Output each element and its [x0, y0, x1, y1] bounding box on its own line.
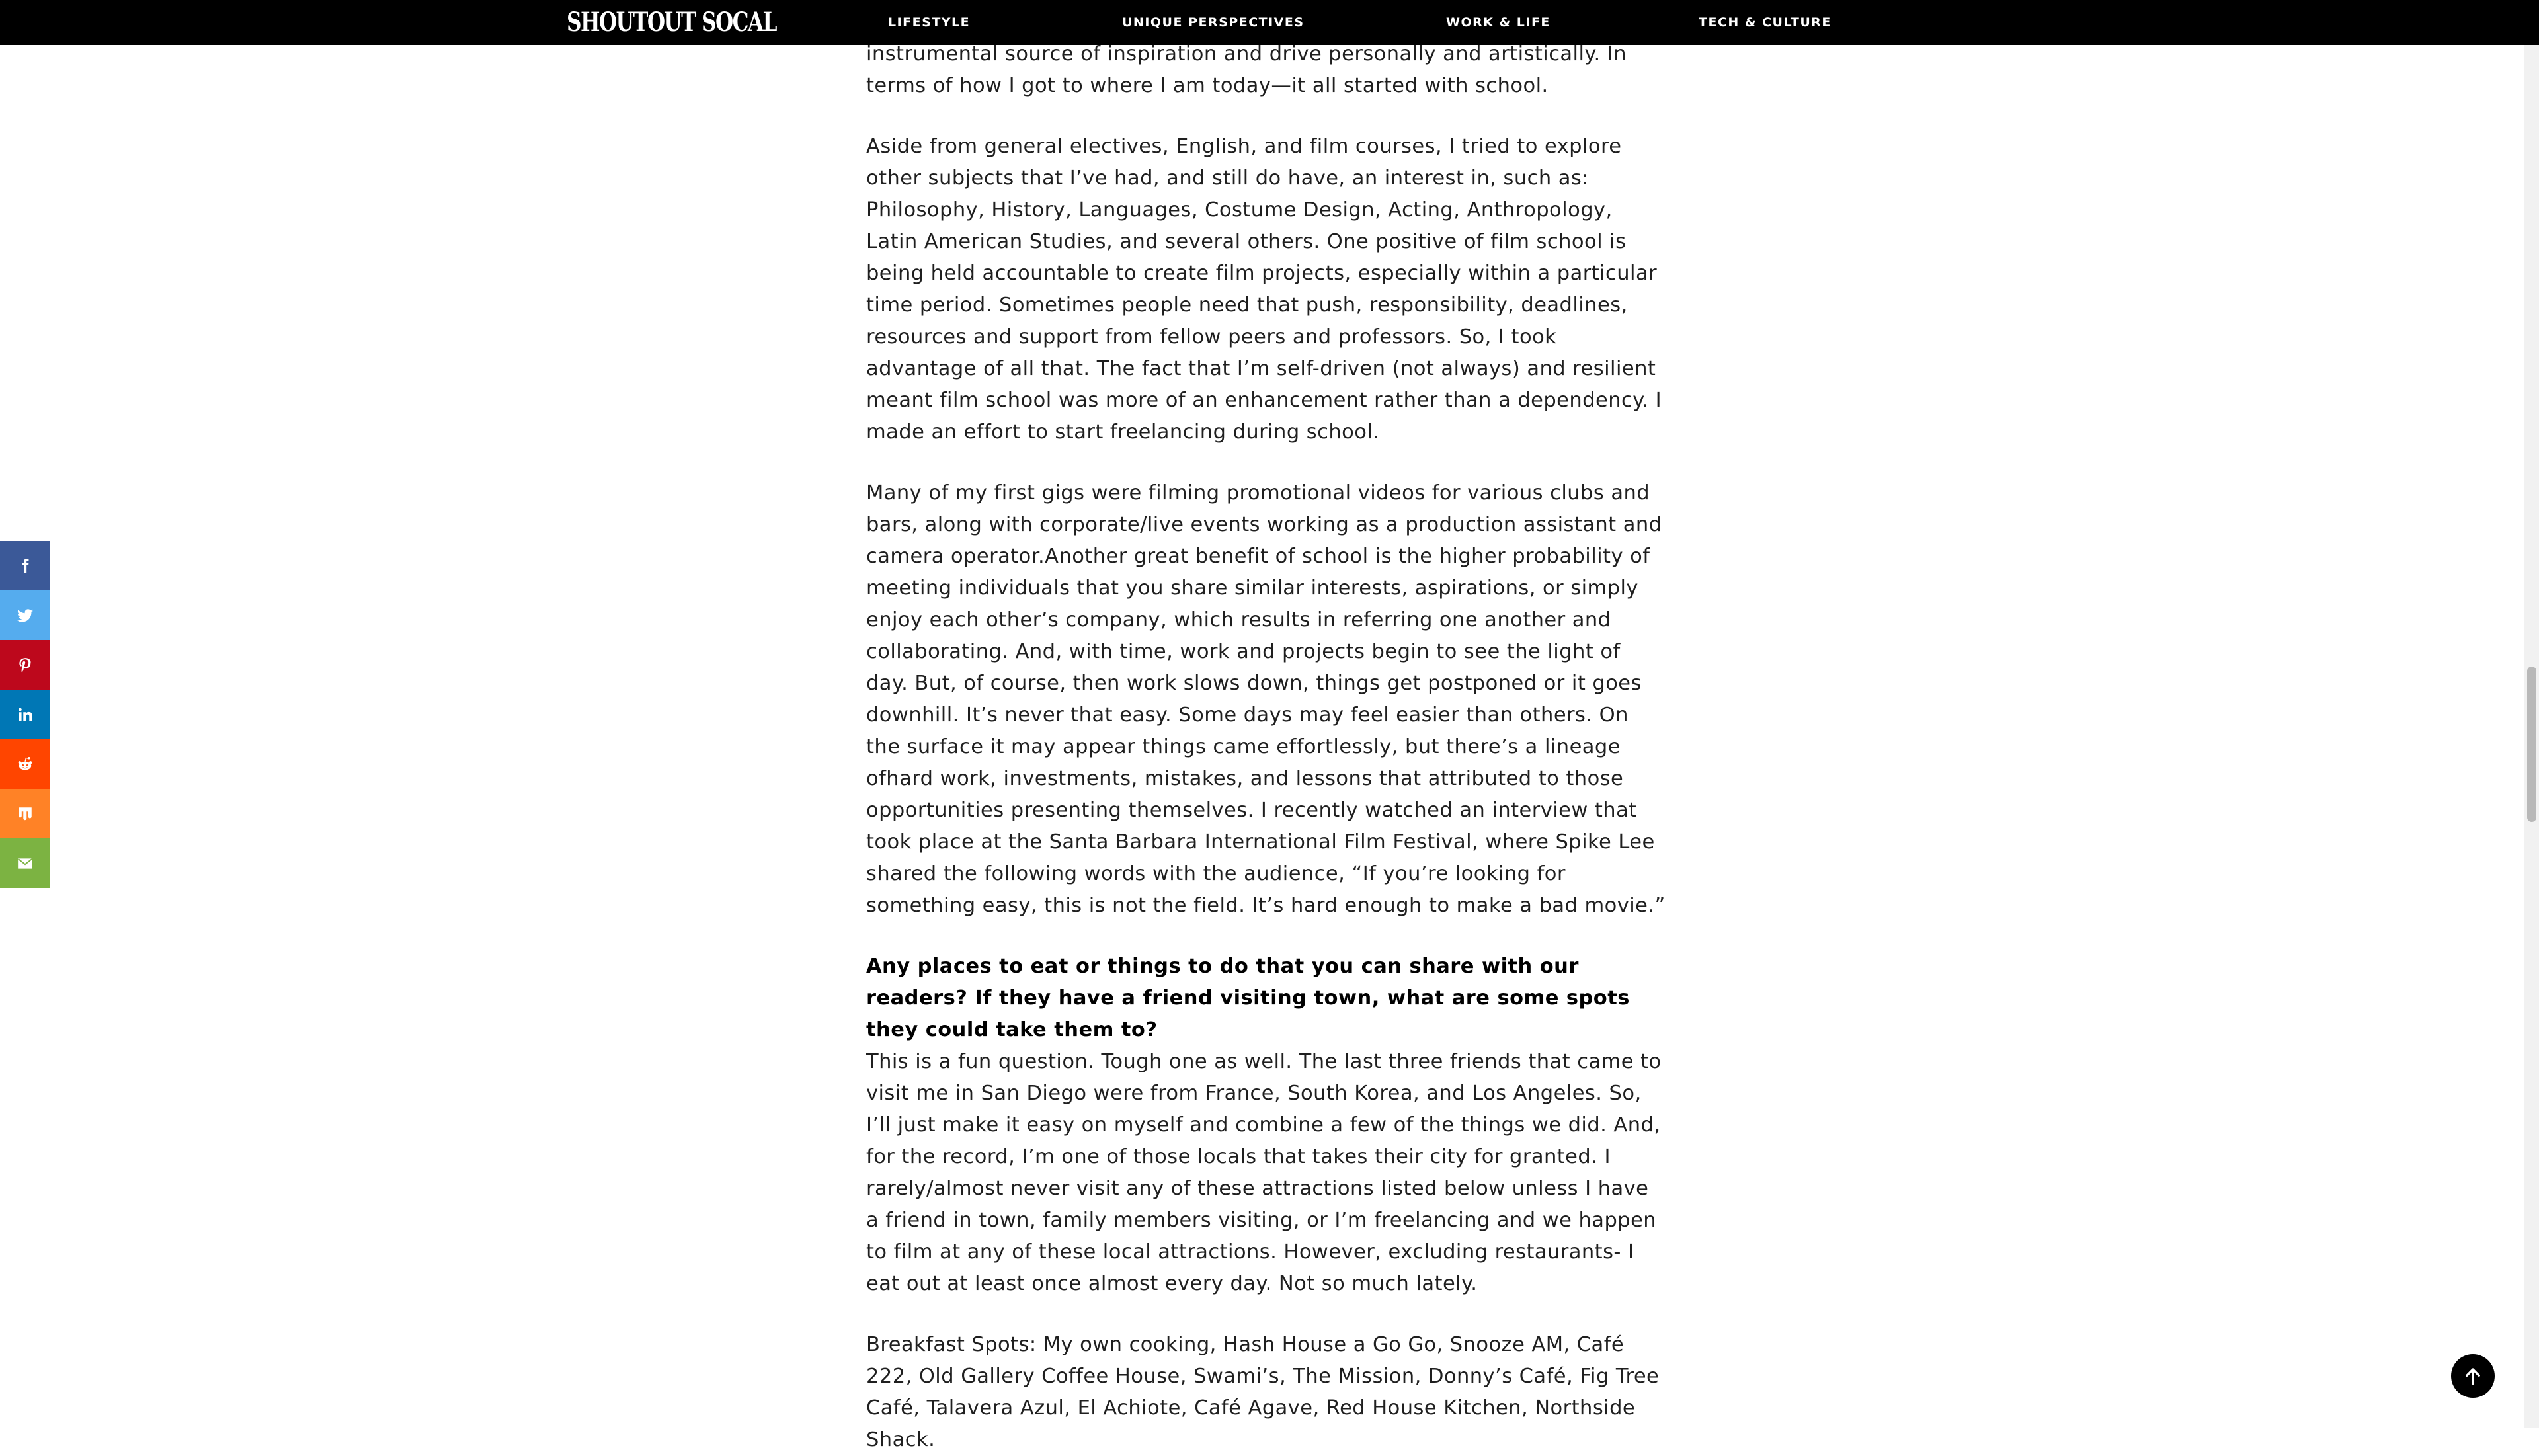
share-pinterest-button[interactable] [0, 640, 50, 690]
page-scrollbar-track[interactable] [2524, 45, 2539, 1428]
back-to-top-button[interactable] [2451, 1354, 2495, 1398]
share-facebook-button[interactable] [0, 541, 50, 590]
linkedin-icon [17, 706, 34, 723]
interview-question: Any places to eat or things to do that you can share with our readers? If they have a friend visiting town, what are some spots they could take them to? [866, 955, 1630, 1041]
mix-icon [17, 805, 34, 823]
interview-answer: This is a fun question. Tough one as well. The last three friends that came to visit me in San Diego were from France, South Korea, and Los Angeles. So, I’ll just make it easy on myself and combine a few of the things we did. And, for the record, I’m one of those locals that takes their city for granted. I rarely/almost never visit any of these attractions listed below unless I have a friend in town, family members visiting, or I’m freelancing and we happen to film at any of these local attractions. However, excluding restaurants- I eat out at least once almost every day. Not so much lately. [866, 1050, 1662, 1295]
share-reddit-button[interactable] [0, 739, 50, 789]
share-mix-button[interactable] [0, 789, 50, 838]
breakfast-spots-paragraph: Breakfast Spots: My own cooking, Hash House a Go Go, Snooze AM, Café 222, Old Gallery Coffee House, Swami’s, The Mission, Donny’s Café, Fig Tree Café, Talavera Azul, El Achiote, Café Agave, Red House Kitchen, Northside Shack. [866, 1333, 1660, 1451]
nav-item-unique-perspectives[interactable]: UNIQUE PERSPECTIVES [1122, 15, 1305, 30]
nav-item-work-and-life[interactable]: WORK & LIFE [1446, 15, 1551, 30]
social-share-sidebar [0, 541, 50, 888]
share-twitter-button[interactable] [0, 590, 50, 640]
twitter-icon [17, 607, 34, 624]
email-icon [17, 855, 34, 872]
nav-item-tech-and-culture[interactable]: TECH & CULTURE [1699, 15, 1832, 30]
article-paragraph: Many of my first gigs were filming promotional videos for various clubs and bars, along with corporate/live events working as a production assistant and camera operator.Another great benefit of school is the higher probability of meeting individuals that you share similar interests, aspirations, or simply enjoy each other’s company, which results in referring one another and collaborating. And, with time, work and projects begin to see the light of day. But, of course, then work slows down, things get postponed or it goes downhill. It’s never that easy. Some days may feel easier than others. On the surface it may appear things came effortlessly, but there’s a lineage ofhard work, investments, mistakes, and lessons that attributed to those opportunities presenting themselves. I recently watched an interview that took place at the Santa Barbara International Film Festival, where Spike Lee shared the following words with the audience, “If you’re looking for something easy, this is not the field. It’s hard enough to make a bad movie.” [866, 481, 1666, 917]
page-scrollbar-thumb[interactable] [2527, 667, 2536, 822]
facebook-icon [17, 557, 34, 575]
share-email-button[interactable] [0, 838, 50, 888]
article-paragraph: Aside from general electives, English, and film courses, I tried to explore other subjects that I’ve had, and still do have, an interest in, such as: Philosophy, History, Languages, Costume Design, Acting, Anthropology, Latin American Studies, and several others. One positive of film school is being held accountable to create film projects, especially within a particular time period. Sometimes people need that push, responsibility, deadlines, resources and support from fellow peers and professors. So, I took advantage of all that. The fact that I’m self-driven (not always) and resilient meant film school was more of an enhancement rather than a dependency. I made an effort to start freelancing during school. [866, 135, 1662, 444]
pinterest-icon [17, 657, 34, 674]
article-body [866, 38, 1666, 1456]
article-paragraph: instrumental source of inspiration and drive personally and artistically. In terms of how I got to where I am today—it all started with school. [866, 42, 1627, 97]
nav-item-lifestyle[interactable]: LIFESTYLE [888, 15, 971, 30]
arrow-up-icon [2462, 1365, 2484, 1387]
reddit-icon [17, 756, 34, 773]
site-logo[interactable]: SHOUTOUT SOCAL [567, 7, 776, 38]
share-linkedin-button[interactable] [0, 690, 50, 739]
